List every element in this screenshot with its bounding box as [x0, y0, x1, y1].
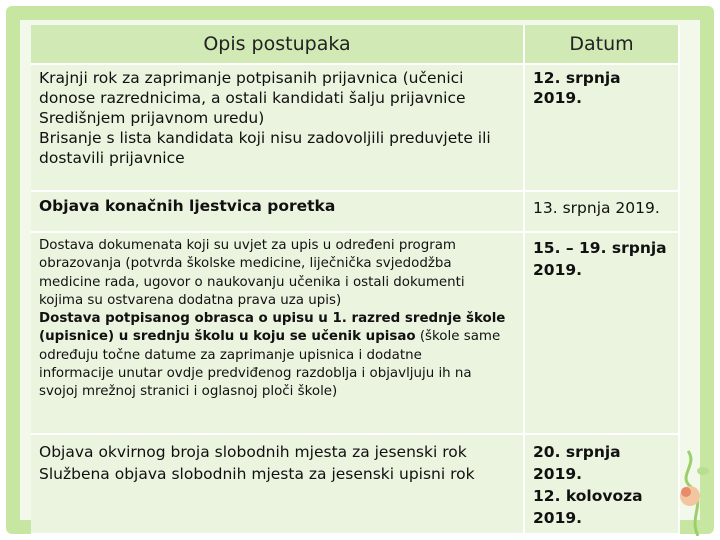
bold-text: (upisnice) u srednju školu u koju se učenik upisao: [39, 329, 416, 345]
text-line: dostavili prijavnice: [39, 149, 185, 167]
text-line: informacije unutar ovdje predviđenog razdoblja i objavljuju ih na: [39, 366, 472, 382]
text-line: kojima su ostvarena dodatna prava uza upis): [39, 292, 342, 308]
table-header-row: [31, 25, 679, 64]
text-line: Krajnji rok za zaprimanje potpisanih prijavnica (učenici: [39, 69, 464, 87]
row-description: [31, 434, 524, 534]
header-description: Opis postupaka: [31, 25, 524, 64]
mixed-text-line: [39, 328, 515, 346]
text-line: Dostava dokumenata koji su uvjet za upis u određeni program: [39, 238, 456, 253]
row-description: Objava konačnih ljestvica poretka: [31, 191, 524, 232]
text-line: Brisanje s lista kandidata koji nisu zadovoljili preduvjete ili: [39, 129, 491, 147]
bold-text-line: Dostava potpisanog obrasca o upisu u 1. razred srednje škole: [39, 311, 506, 327]
date-line: 2019.: [533, 509, 583, 527]
text-line: svojoj mrežnoj stranici i oglasnoj ploči škole): [39, 384, 338, 400]
table-row: [31, 64, 679, 191]
row-date: [524, 434, 679, 534]
date-line: 12. kolovoza: [533, 487, 643, 505]
enrollment-schedule-table: [31, 25, 680, 535]
text-line: Objava okvirnog broja slobodnih mjesta za jesenski rok: [39, 443, 467, 461]
table-row: [31, 191, 679, 232]
text-line: obrazovanja (potvrda školske medicine, liječnička svjedodžba: [39, 256, 452, 272]
row-date: [524, 232, 679, 434]
text-suffix: (škole same: [415, 329, 501, 345]
text-line: donose razrednicima, a ostali kandidati šalju prijavnice: [39, 89, 466, 107]
row-description: [31, 232, 524, 434]
date-line: 20. srpnja 2019.: [533, 443, 621, 483]
row-description: [31, 64, 524, 191]
table-row: [31, 232, 679, 434]
date-line: 15. – 19. srpnja: [533, 239, 667, 257]
row-date: 13. srpnja 2019.: [524, 191, 679, 232]
text-line: medicine rada, ugovor o naukovanju učenika i ostali dokumenti: [39, 274, 465, 290]
row-date: 12. srpnja 2019.: [524, 64, 679, 191]
text-line: Službena objava slobodnih mjesta za jesenski upisni rok: [39, 465, 475, 483]
table-row: [31, 434, 679, 534]
header-date: Datum: [524, 25, 679, 64]
date-line: 2019.: [533, 261, 583, 279]
text-line: Središnjem prijavnom uredu): [39, 109, 265, 127]
text-line: određuju točne datume za zaprimanje upisnica i dodatne: [39, 347, 422, 363]
